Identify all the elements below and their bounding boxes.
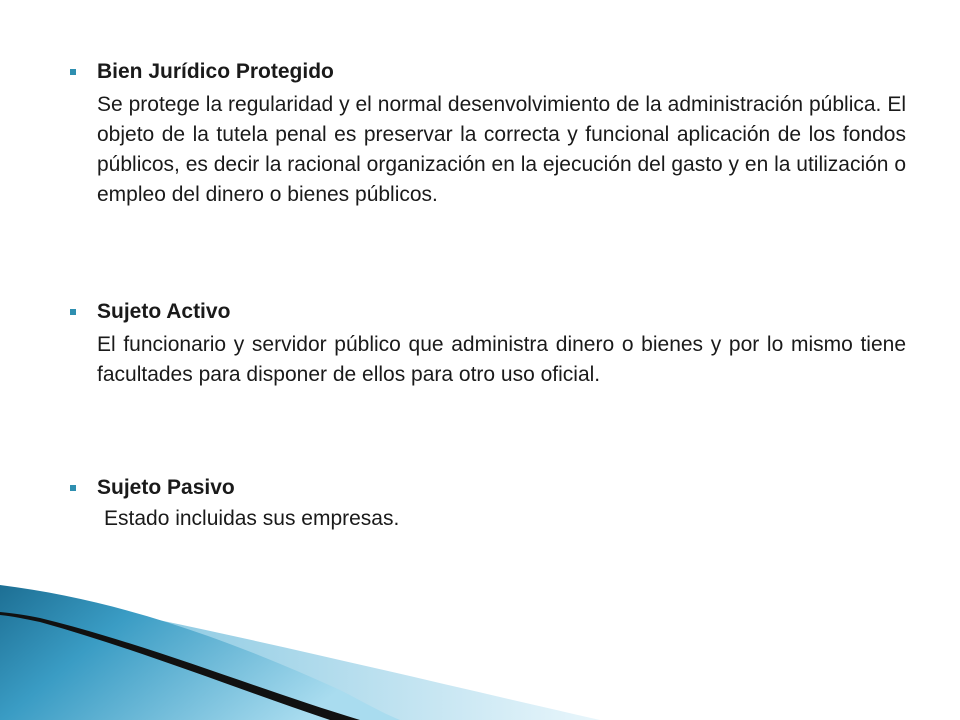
- section-sujeto-pasivo: [70, 474, 910, 534]
- section-heading: Sujeto Activo: [97, 300, 231, 323]
- section-body: El funcionario y servidor público que administra dinero o bienes y por lo mismo tiene facultades para disponer de ellos para otro uso oficial.: [97, 333, 906, 386]
- bullet-row: [70, 298, 910, 326]
- wave-dark-swoosh: [40, 618, 360, 720]
- square-bullet-icon: [70, 309, 76, 315]
- section-body: Estado incluidas sus empresas.: [104, 507, 400, 530]
- section-bien-juridico: [70, 58, 910, 210]
- wave-main-band: [0, 585, 400, 720]
- section-body: Se protege la regularidad y el normal desenvolvimiento de la administración pública. El objeto de la tutela penal es preservar la correcta y funcional aplicación de los fondos públicos, es decir la racional organización en la ejecución del gasto y en la utilización o empleo del dinero o bienes públicos.: [97, 93, 906, 206]
- bullet-row: [70, 58, 910, 86]
- section-heading: Sujeto Pasivo: [97, 476, 235, 499]
- section-heading: Bien Jurídico Protegido: [97, 60, 334, 83]
- square-bullet-icon: [70, 485, 76, 491]
- section-sujeto-activo: [70, 298, 910, 390]
- wave-dark-swoosh-thin: [0, 612, 40, 622]
- wave-light-band: [0, 590, 600, 720]
- bullet-row: [70, 474, 910, 502]
- square-bullet-icon: [70, 69, 76, 75]
